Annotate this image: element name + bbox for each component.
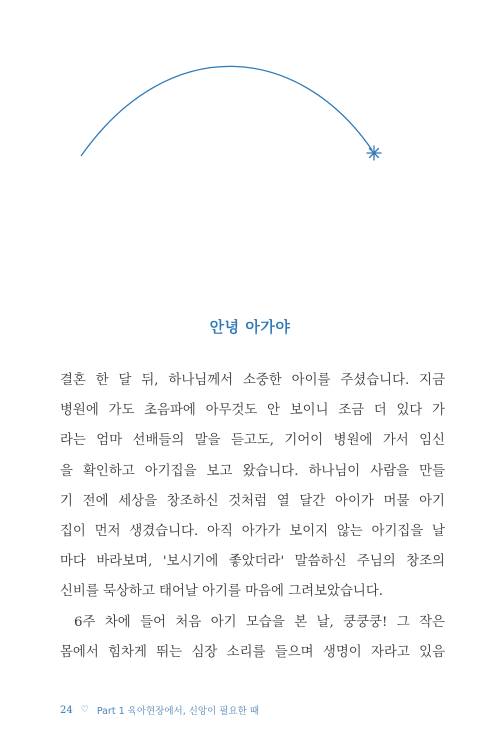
section-title: 안녕 아가야 xyxy=(209,318,291,336)
text-line: 6주 차에 들어 처음 아기 모습을 본 날, 쿵쿵쿵! 그 작은 xyxy=(74,614,445,630)
paragraph xyxy=(60,366,445,608)
text-line: 마다 바라보며, '보시기에 좋았더라' 말씀하신 주님의 창조의 xyxy=(60,554,445,570)
text-line: 라는 엄마 선배들의 말을 듣고도, 기어이 병원에 가서 임신 xyxy=(60,433,445,449)
text-line: 기 전에 세상을 창조하신 것처럼 열 달간 아이가 머물 아기 xyxy=(60,493,445,509)
paragraph xyxy=(60,608,445,668)
text-line: 집이 먼저 생겼습니다. 아직 아가가 보이지 않는 아기집을 날 xyxy=(60,524,445,540)
arc-line xyxy=(81,66,372,156)
text-line: 결혼 한 달 뒤, 하나님께서 소중한 아이를 주셨습니다. 지금 xyxy=(60,373,445,388)
page-footer xyxy=(60,703,259,717)
text-line: 병원에 가도 초음파에 아무것도 안 보이니 조금 더 있다 가 xyxy=(60,403,445,419)
running-footer-title: Part 1 육아현장에서, 신앙이 필요한 때 xyxy=(96,706,260,717)
star-icon xyxy=(367,146,381,160)
text-line: 을 확인하고 아기집을 보고 왔습니다. 하나님이 사람을 만들 xyxy=(60,463,445,479)
body-text xyxy=(60,366,445,668)
heart-outline-icon: ♡ xyxy=(80,705,89,715)
text-line: 신비를 묵상하고 태어날 아기를 마음에 그려보았습니다. xyxy=(60,584,384,600)
arc-decoration xyxy=(0,0,500,200)
text-line: 몸에서 힘차게 뛰는 심장 소리를 들으며 생명이 자라고 있음 xyxy=(60,644,445,660)
page-number: 24 xyxy=(60,704,73,716)
